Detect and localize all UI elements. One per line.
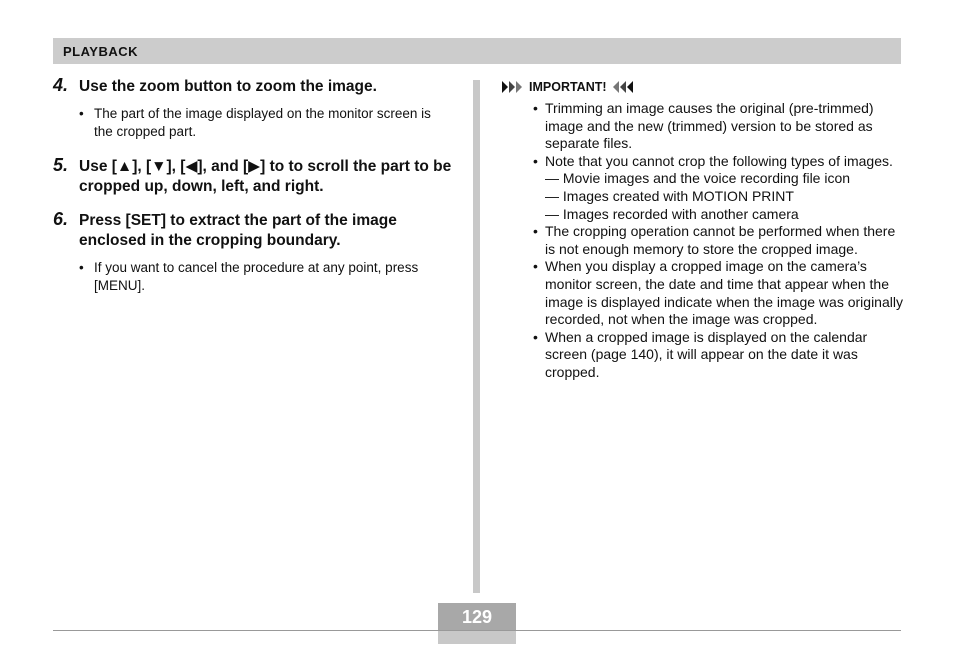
sub-item: — Movie images and the voice recording file icon (545, 170, 851, 187)
bullet-icon: • (533, 328, 538, 345)
bullet-icon: • (533, 100, 538, 116)
important-list (502, 100, 904, 382)
list-item-text: Note that you cannot crop the following types of images. (545, 152, 893, 169)
steps-column (53, 77, 453, 311)
note-text: If you want to cancel the procedure at any point, press [MENU]. (94, 260, 419, 293)
note-text: The part of the image displayed on the monitor screen is the cropped part. (94, 106, 431, 139)
section-title: PLAYBACK (63, 44, 139, 59)
step-number: 6. (53, 209, 69, 229)
step-5 (53, 157, 453, 197)
list-item (502, 329, 904, 382)
bullet-icon: • (79, 260, 84, 275)
step-4 (53, 77, 453, 97)
step-text: Press [SET] to extract the part of the image enclosed in the cropping boundary. (79, 212, 397, 249)
step-number: 5. (53, 155, 69, 175)
bullet-icon: • (533, 223, 538, 240)
important-column (502, 78, 904, 382)
sub-item: — Images recorded with another camera (545, 205, 799, 222)
list-item-text: The cropping operation cannot be performed when there is not enough memory to store the cropped image. (545, 223, 896, 257)
list-item-text: When a cropped image is displayed on the calendar screen (page 140), it will appear on the date it was cropped. (545, 328, 868, 380)
bullet-icon: • (533, 258, 538, 275)
page-number: 129 (438, 603, 516, 630)
chevrons-left-icon (613, 81, 635, 93)
chevrons-right-icon (502, 81, 524, 93)
list-item (502, 153, 904, 171)
section-header-bar (53, 38, 901, 64)
bullet-icon: • (533, 152, 538, 169)
step-4-note (53, 105, 453, 141)
step-text: Use the zoom button to zoom the image. (79, 78, 377, 95)
list-item-text: When you display a cropped image on the camera’s monitor screen, the date and time that appear when the image is displayed indicate when the image was originally recorded, not when the image was cropped. (545, 258, 903, 328)
important-label: IMPORTANT! (529, 80, 607, 94)
step-number: 4. (53, 75, 69, 95)
list-item (502, 258, 904, 328)
column-divider (473, 80, 480, 593)
sub-item: — Images created with MOTION PRINT (545, 187, 794, 204)
step-6 (53, 211, 453, 251)
list-item (502, 100, 904, 153)
step-text: Use [▲], [▼], [◀], and [▶] to to scroll the part to be cropped up, down, left, and right. (79, 158, 452, 195)
bullet-icon: • (79, 106, 84, 121)
list-item-text: Trimming an image causes the original (pre-trimmed) image and the new (trimmed) version to be stored as separate files. (545, 100, 874, 152)
step-6-note (53, 259, 453, 295)
important-header (502, 78, 904, 96)
list-item (502, 223, 904, 258)
footer-tab (438, 631, 516, 644)
